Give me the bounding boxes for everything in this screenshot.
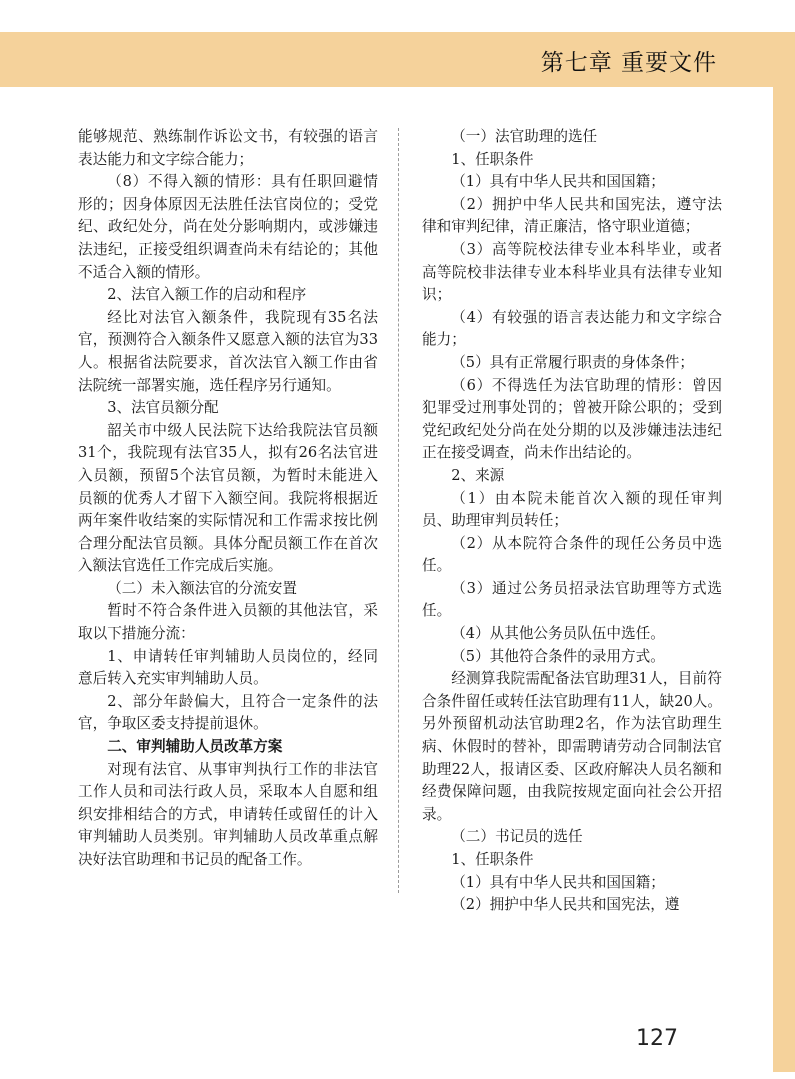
- paragraph: （4）有较强的语言表达能力和文字综合能力；: [422, 308, 722, 349]
- paragraph: 能够规范、熟练制作诉讼文书，有较强的语言表达能力和文字综合能力；: [78, 128, 378, 168]
- paragraph: （1）具有中华人民共和国国籍；: [451, 873, 665, 891]
- paragraph: 1、申请转任审判辅助人员岗位的，经同意后转入充实审判辅助人员。: [78, 647, 378, 688]
- page-number: 127: [636, 1026, 678, 1051]
- paragraph: 对现有法官、从事审判执行工作的非法官工作人员和司法行政人员，采取本人自愿和组织安排相结合的方式，申请转任或留任的计入审判辅助人员类别。审判辅助人员改革重点解决好法官助理和书记员的配备工作。: [78, 760, 378, 868]
- paragraph: 3、法官员额分配: [107, 399, 219, 417]
- paragraph: 2、部分年龄偏大，且符合一定条件的法官，争取区委支持提前退休。: [78, 692, 378, 733]
- paragraph: 2、来源: [451, 466, 505, 484]
- paragraph: （5）具有正常履行职责的身体条件；: [451, 353, 694, 371]
- paragraph: 二、审判辅助人员改革方案: [107, 738, 283, 756]
- paragraph: （3）高等院校法律专业本科毕业，或者高等院校非法律专业本科毕业具有法律专业知识；: [422, 240, 722, 304]
- chapter-title: 第七章 重要文件: [540, 50, 717, 76]
- paragraph: （3）通过公务员招录法官助理等方式选任。: [422, 579, 722, 620]
- paragraph: （二）未入额法官的分流安置: [107, 579, 297, 597]
- paragraph: 经测算我院需配备法官助理31人，目前符合条件留任或转任法官助理有11人，缺20人。另外预留机动法官助理2名，作为法官助理生病、休假时的替补，即需聘请劳动合同制法官助理22人，报请区委、区政府解决人员名额和经费保障问题，由我院按规定面向社会公开招录。: [422, 670, 722, 823]
- paragraph: （2）从本院符合条件的现任公务员中选任。: [422, 534, 722, 575]
- paragraph: 经比对法官入额条件，我院现有35名法官，预测符合入额条件又愿意入额的法官为33人。根据省法院要求，首次法官入额工作由省法院统一部署实施，选任程序另行通知。: [78, 308, 378, 394]
- paragraph: （2）拥护中华人民共和国宪法，遵守法律和审判纪律，清正廉洁，恪守职业道德；: [422, 195, 722, 236]
- column-divider: [398, 128, 399, 893]
- paragraph: （5）其他符合条件的录用方式。: [451, 647, 665, 665]
- left-column: [78, 126, 378, 872]
- right-column: [422, 126, 722, 917]
- paragraph: 1、任职条件: [451, 150, 534, 168]
- paragraph: 1、任职条件: [451, 851, 534, 868]
- paragraph: 韶关市中级人民法院下达给我院法官员额31个，我院现有法官35人，拟有26名法官进入员额，预留5个法官员额，为暂时未能进入员额的优秀人才留下入额空间。我院将根据近两年案件收结案的实际情况和工作需求按比例合理分配法官员额。具体分配员额工作在首次入额法官选任工作完成后实施。: [78, 421, 378, 575]
- paragraph: （8）不得入额的情形：具有任职回避情形的；因身体原因无法胜任法官岗位的；受党纪、政纪处分，尚在处分影响期内，或涉嫌违法违纪，正接受组织调查尚未有结论的；其他不适合入额的情形。: [78, 173, 378, 281]
- side-color-bar: [773, 32, 795, 1072]
- paragraph: （一）法官助理的选任: [451, 128, 598, 145]
- paragraph: （4）从其他公务员队伍中选任。: [451, 625, 665, 643]
- paragraph: （二）书记员的选任: [451, 828, 583, 846]
- paragraph: （2）拥护中华人民共和国宪法，遵: [451, 896, 680, 914]
- paragraph: （6）不得选任为法官助理的情形：曾因犯罪受过刑事处罚的；曾被开除公职的；受到党纪政纪处分尚在处分期的以及涉嫌违法违纪正在接受调查，尚未作出结论的。: [422, 376, 722, 462]
- paragraph: （1）由本院未能首次入额的现任审判员、助理审判员转任；: [422, 489, 722, 530]
- paragraph: （1）具有中华人民共和国国籍；: [451, 173, 665, 191]
- paragraph: 暂时不符合条件进入员额的其他法官，采取以下措施分流：: [78, 602, 378, 643]
- paragraph: 2、法官入额工作的启动和程序: [107, 286, 307, 304]
